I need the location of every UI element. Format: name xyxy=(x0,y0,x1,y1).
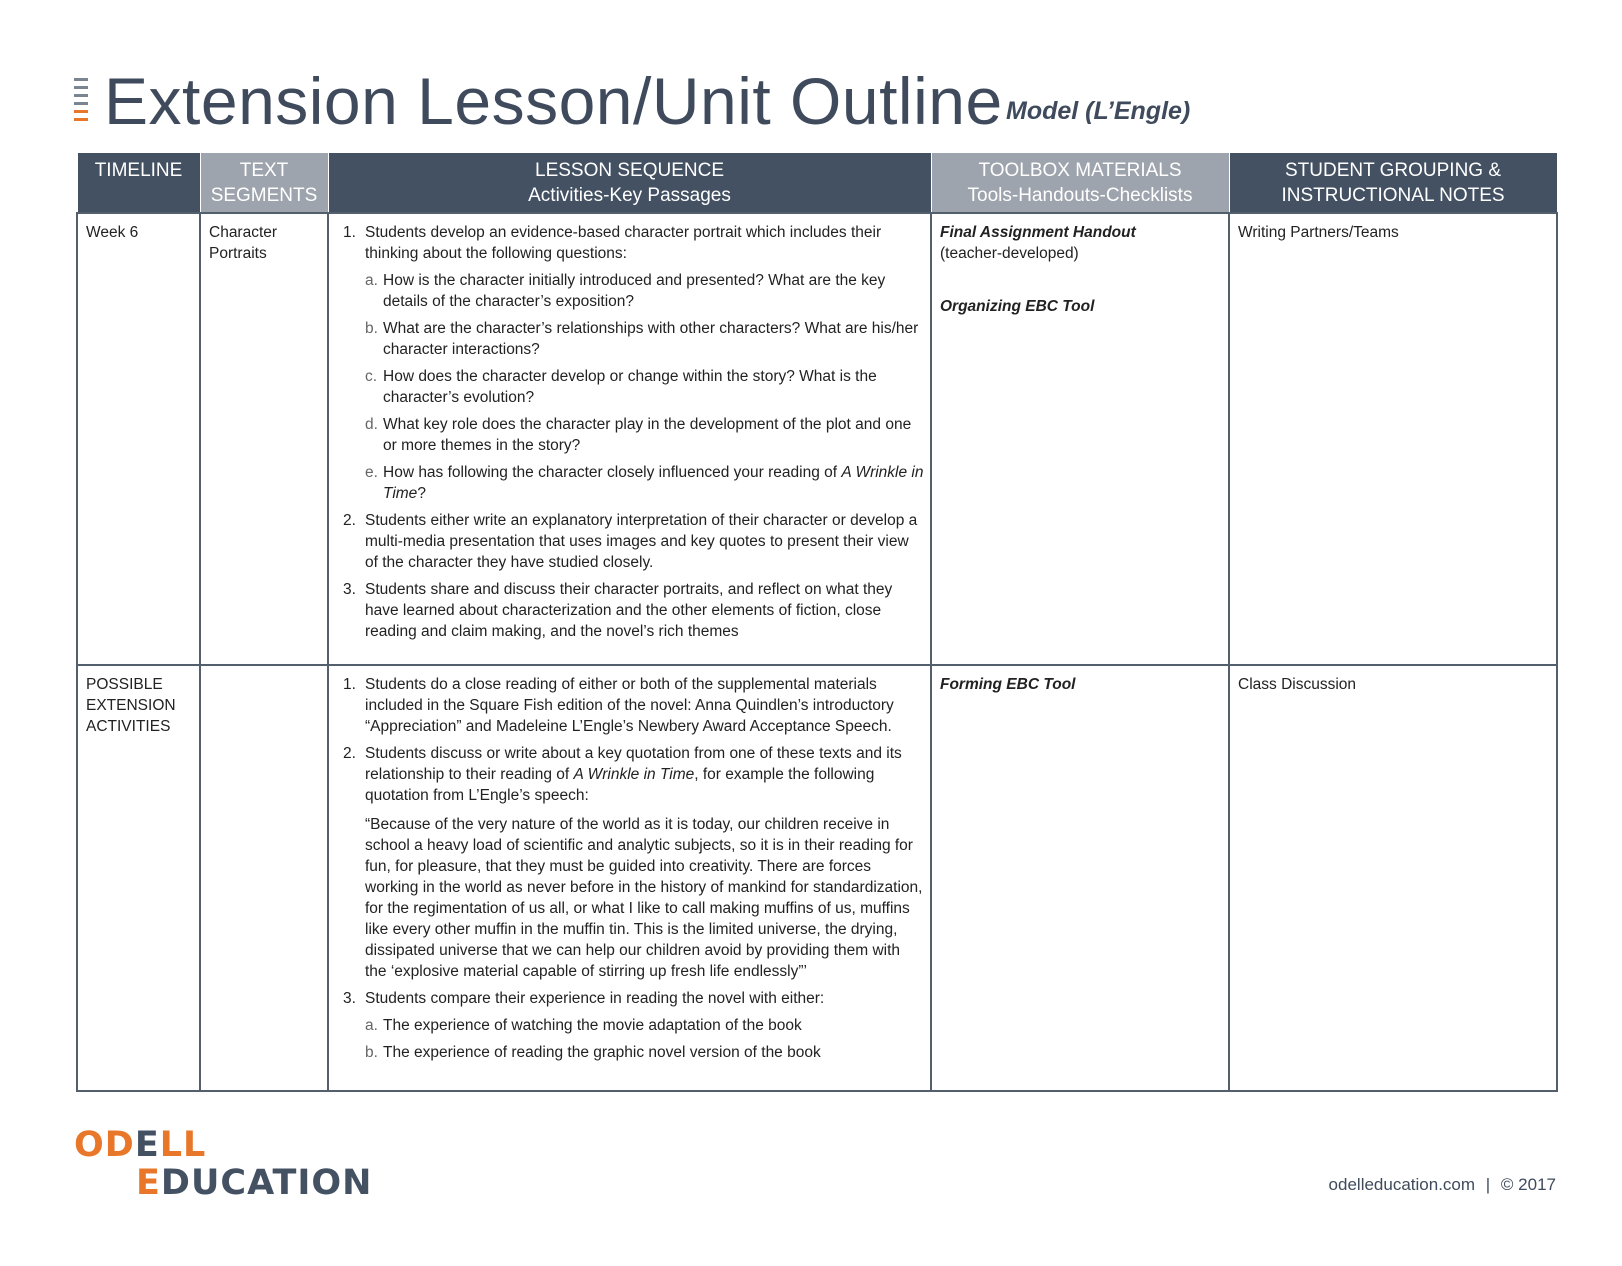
list-item: 3. Students compare their experience in reading the novel with either: a. The experience of watching the movie adaptation of the book b. The experience of reading the graphic novel version of the book xyxy=(343,988,924,1063)
page-header xyxy=(74,66,1554,136)
list-item: 3. Students share and discuss their character portraits, and reflect on what they have learned about characterization and the other elements of fiction, close reading and claim making, and the novel’s rich themes xyxy=(343,581,893,640)
list-item: 2. Students either write an explanatory interpretation of their character or develop a multi-media presentation that uses images and key quotes to present their view of the character they have studied closely. xyxy=(343,512,918,571)
page-footer xyxy=(1329,1174,1556,1196)
list-item: 1. Students do a close reading of either or both of the supplemental materials included in the Square Fish edition of the novel: Anna Quindlen’s introductory “Appreciation” and Madeleine L’Engle’s Newbery Award Acceptance Speech. xyxy=(343,676,894,735)
footer-copyright: © 2017 xyxy=(1500,1175,1556,1194)
table-row xyxy=(77,665,1557,1091)
page-title: Extension Lesson/Unit Outline xyxy=(104,64,1003,138)
outline-table xyxy=(76,152,1558,1092)
col-header-grouping: STUDENT GROUPING & INSTRUCTIONAL NOTES xyxy=(1229,153,1557,214)
footer-site: odelleducation.com xyxy=(1328,1175,1476,1194)
list-item: 1. Students develop an evidence-based character portrait which includes their thinking about the following questions: a. How is the character initially introduced and presented? What are the key details of the character’s exposition? b. What are the character’s relationships with other characters? What are his/her character interactions? c. How does the character develop or change within the story? What is the character’s evolution? d. What key role does the character play in the development of the plot and one or more themes in the story? e. How has following the character closely influenced your reading of A Wrinkle in Time? xyxy=(343,224,924,502)
sub-list-item: b. The experience of reading the graphic novel version of the book xyxy=(365,1044,821,1061)
toolbox-item-note: (teacher-developed) xyxy=(940,245,1079,262)
segment-cell xyxy=(200,665,328,1091)
toolbox-item-title: Final Assignment Handout xyxy=(940,224,1136,241)
page-subtitle: Model (L’Engle) xyxy=(1006,97,1191,125)
list-item: 2. Students discuss or write about a key quotation from one of these texts and its relationship to their reading of A Wrinkle in Time, for example the following quotation from L’Engle’s speech: “Because of the very nature of the world as it is today, our children receive in school a heavy load of scientific and analytic subjects, so it is in their reading for fun, for pleasure, that they must be guided into creativity. There are forces working in the world as never before in the history of mankind for standardization, for the regimentation of us all, or what I like to call making muffins of us, muffins like every other muffin in the muffin tin. This is the limited universe, the drying, dissipated universe that we can help our children avoid by providing them with the ‘explosive material capable of stirring up fresh life endlessly”’ xyxy=(343,745,923,980)
odell-education-logo: ODELL EDUCATION xyxy=(74,1125,373,1203)
sub-list-item: a. How is the character initially introduced and presented? What are the key details of the character’s exposition? xyxy=(365,272,886,310)
lesson-sequence-cell xyxy=(328,665,931,1091)
sub-list-item: c. How does the character develop or change within the story? What is the character’s evolution? xyxy=(365,368,877,406)
toolbox-cell xyxy=(931,665,1229,1091)
col-header-lesson-sequence: LESSON SEQUENCE Activities-Key Passages xyxy=(328,153,931,214)
sub-list-item: e. How has following the character closely influenced your reading of A Wrinkle in Time? xyxy=(365,464,924,502)
table-row xyxy=(77,213,1557,665)
grouping-cell: Class Discussion xyxy=(1229,665,1557,1091)
lesson-sequence-cell xyxy=(328,213,931,665)
grouping-cell: Writing Partners/Teams xyxy=(1229,213,1557,665)
sub-list-item: a. The experience of watching the movie adaptation of the book xyxy=(365,1017,802,1034)
toolbox-cell xyxy=(931,213,1229,665)
speech-quote: “Because of the very nature of the world as it is today, our children receive in school a heavy load of scientific and analytic subjects, so it is in their reading for fun, for pleasure, that they must be guided into creativity. There are forces working in the world as never before in the history of mankind for standardization, for the regimentation of us all, or what I like to call making muffins of us, muffins like every other muffin in the muffin tin. This is the limited universe, the drying, dissipated universe that we can help our children avoid by providing them with the ‘explosive material capable of stirring up fresh life endlessly”’ xyxy=(365,816,923,980)
footer-separator: | xyxy=(1485,1175,1491,1194)
timeline-cell: Week 6 xyxy=(77,213,200,665)
col-header-text-segments: TEXT SEGMENTS xyxy=(200,153,328,214)
sub-list-item: d. What key role does the character play in the development of the plot and one or more themes in the story? xyxy=(365,416,912,454)
col-header-toolbox: TOOLBOX MATERIALS Tools-Handouts-Checklists xyxy=(931,153,1229,214)
title-bars-decoration xyxy=(74,78,88,124)
segment-cell: Character Portraits xyxy=(200,213,328,665)
toolbox-item-title: Organizing EBC Tool xyxy=(940,298,1095,315)
toolbox-item-title: Forming EBC Tool xyxy=(940,676,1076,693)
sub-list-item: b. What are the character’s relationships with other characters? What are his/her character interactions? xyxy=(365,320,919,358)
header-row xyxy=(77,153,1557,214)
col-header-timeline: TIMELINE xyxy=(77,153,200,214)
timeline-cell: POSSIBLE EXTENSION ACTIVITIES xyxy=(77,665,200,1091)
